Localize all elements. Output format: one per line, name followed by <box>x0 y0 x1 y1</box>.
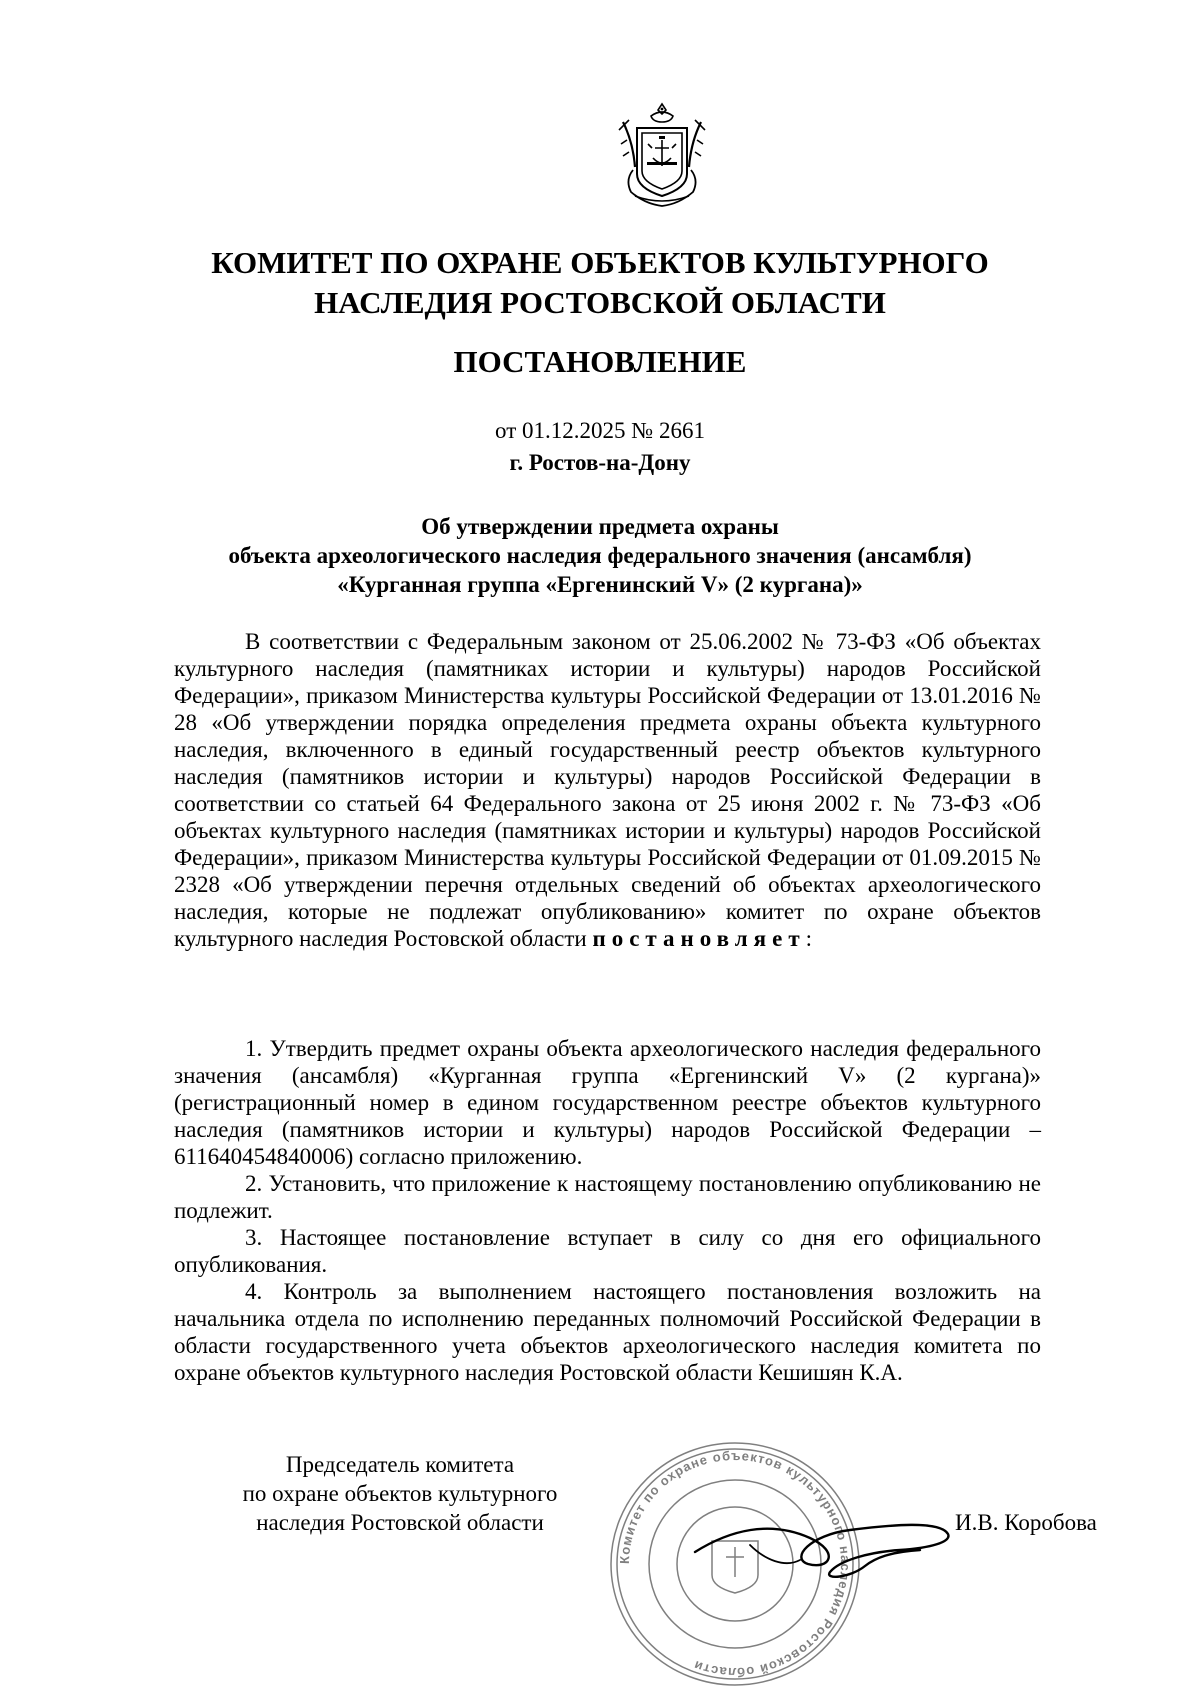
preamble-end: : <box>805 926 813 951</box>
preamble-text: В соответствии с Федеральным законом от 25.06.2002 № 73-ФЗ «Об объектах культурного наследия (памятниках истории и культуры) народов Российской Федерации», приказом Министерства культуры Российской Федерации от 13.01.2016 № 28 «Об утверждении порядка определения предмета охраны объекта культурного наследия, включенного в единый государственный реестр объектов культурного наследия (памятников истории и культуры) народов Российской Федерации в соответствии со статьей 64 Федерального закона от 25 июня 2002 г. № 73-ФЗ «Об объектах культурного наследия (памятниках истории и культуры) народов Российской Федерации», приказом Министерства культуры Российской Федерации от 01.09.2015 № 2328 «Об утверждении перечня отдельных сведений об объектах археологического наследия, которые не подлежат опубликованию» комитет по охране объектов культурного наследия Ростовской области <box>174 629 1041 951</box>
document-city: г. Ростов-на-Дону <box>509 450 691 475</box>
resolution-item: 1. Утвердить предмет охраны объекта археологического наследия федерального значения (ансамбля) «Курганная группа «Ергенинский V» (2 кургана)» (регистрационный номер в едином государственном реестре объектов культурного наследия (памятников истории и культуры) народов Российской Федерации – 611640454840006) согласно приложению. <box>174 1036 1041 1169</box>
stamp-text: Комитет по охране объектов культурного наследия Ростовской области <box>616 1447 854 1681</box>
organization-name <box>120 243 1080 323</box>
signatory-name: И.В. Коробова <box>955 1510 1097 1535</box>
organization-line-1: КОМИТЕТ ПО ОХРАНЕ ОБЪЕКТОВ КУЛЬТУРНОГО <box>211 245 989 280</box>
subject-line-1: Об утверждении предмета охраны <box>421 514 779 539</box>
handwritten-signature <box>690 1490 955 1590</box>
document-type: ПОСТАНОВЛЕНИЕ <box>453 344 747 379</box>
resolution-item: 4. Контроль за выполнением настоящего постановления возложить на начальника отдела по исполнению переданных полномочий Российской Федерации в области государственного учета объектов археологического наследия комитета по охране объектов культурного наследия Ростовской области Кешишян К.А. <box>174 1279 1041 1385</box>
document-date-number: от 01.12.2025 № 2661 <box>495 418 705 443</box>
resolution-items <box>174 1035 1041 1386</box>
organization-line-2: НАСЛЕДИЯ РОСТОВСКОЙ ОБЛАСТИ <box>314 285 886 320</box>
subject-line-3: «Курганная группа «Ергенинский V» (2 кургана)» <box>337 572 863 597</box>
signatory-position <box>190 1450 610 1537</box>
preamble-paragraph <box>174 628 1041 952</box>
resolution-item: 2. Установить, что приложение к настоящему постановлению опубликованию не подлежит. <box>174 1171 1041 1223</box>
subject-line-2: объекта археологического наследия федерального значения (ансамбля) <box>228 543 972 568</box>
resolution-item: 3. Настоящее постановление вступает в силу со дня его официального опубликования. <box>174 1225 1041 1277</box>
signatory-position-line-2: по охране объектов культурного <box>242 1481 558 1506</box>
document-subject <box>150 512 1050 599</box>
signatory-position-line-1: Председатель комитета <box>285 1452 515 1477</box>
preamble-section <box>174 628 1041 952</box>
signatory-position-line-3: наследия Ростовской области <box>256 1510 544 1535</box>
coat-of-arms-icon <box>613 100 711 212</box>
preamble-emphasis: постановляет <box>592 926 806 951</box>
